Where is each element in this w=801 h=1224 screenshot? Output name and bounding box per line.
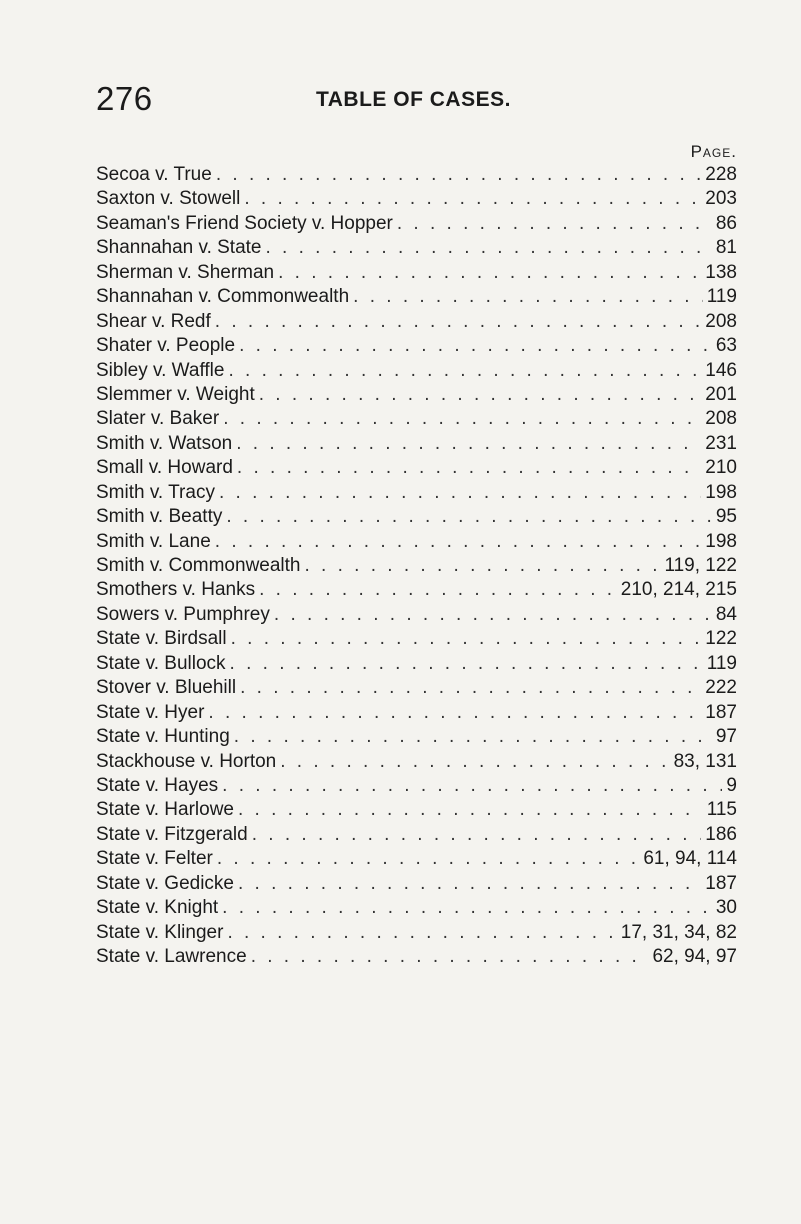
case-pages: 30 <box>715 897 737 919</box>
dot-leader <box>215 311 702 333</box>
dot-leader <box>223 408 701 430</box>
case-name: Shannahan v. Commonwealth <box>96 286 350 308</box>
case-name: Smith v. Tracy <box>96 481 215 503</box>
case-name: Smith v. Commonwealth <box>96 555 301 576</box>
dot-leader <box>274 604 712 626</box>
case-pages: 63 <box>715 335 737 357</box>
case-entry <box>96 726 737 750</box>
case-entry <box>96 360 737 384</box>
case-name: State v. Harlowe <box>96 799 234 821</box>
dot-leader <box>237 457 701 479</box>
case-name: Sibley v. Waffle <box>96 359 225 381</box>
dot-leader <box>397 213 712 235</box>
dot-leader <box>216 164 701 186</box>
case-pages: 81 <box>715 237 737 259</box>
case-entry <box>96 213 737 237</box>
case-entry <box>96 482 737 506</box>
case-entry <box>96 848 737 872</box>
case-name: Smith v. Lane <box>96 530 211 552</box>
dot-leader <box>252 824 702 846</box>
dot-leader <box>215 531 702 553</box>
case-list <box>96 164 737 970</box>
case-name: Sowers v. Pumphrey <box>96 603 270 625</box>
case-name: State v. Klinger <box>96 921 224 943</box>
case-pages: 222 <box>705 677 737 699</box>
case-entry <box>96 506 737 530</box>
dot-leader <box>226 506 712 528</box>
case-name: Seaman's Friend Society v. Hopper <box>96 212 393 234</box>
case-pages: 86 <box>715 212 737 234</box>
case-pages: 84 <box>715 603 737 625</box>
case-pages: 17, 31, 34, 82 <box>620 921 737 943</box>
case-name: Smith v. Watson <box>96 432 233 454</box>
dot-leader <box>259 579 617 601</box>
case-pages: 187 <box>705 701 737 723</box>
case-pages: 186 <box>705 823 737 845</box>
dot-leader <box>353 286 703 308</box>
page-number: 276 <box>96 80 153 117</box>
case-name: State v. Fitzgerald <box>96 823 248 845</box>
case-name: State v. Hyer <box>96 701 205 723</box>
case-entry <box>96 188 737 212</box>
case-name: Stover v. Bluehill <box>96 677 237 699</box>
case-entry <box>96 531 737 555</box>
case-entry <box>96 922 737 946</box>
case-entry <box>96 311 737 335</box>
case-pages: 97 <box>715 726 737 748</box>
dot-leader <box>305 555 661 577</box>
case-name: Smith v. Beatty <box>96 506 223 528</box>
dot-leader <box>230 653 703 675</box>
case-name: Saxton v. Stowell <box>96 188 241 210</box>
case-entry <box>96 335 737 359</box>
case-pages: 231 <box>705 432 737 454</box>
dot-leader <box>244 188 701 210</box>
case-entry <box>96 433 737 457</box>
case-entry <box>96 604 737 628</box>
case-pages: 61, 94, 114 <box>643 848 737 870</box>
case-pages: 210 <box>705 457 737 479</box>
case-name: Slater v. Baker <box>96 408 220 430</box>
case-name: Shear v. Redf <box>96 310 211 332</box>
case-name: State v. Hayes <box>96 774 219 796</box>
case-pages: 228 <box>705 164 737 185</box>
dot-leader <box>280 751 669 773</box>
running-title: TABLE OF CASES. <box>316 88 511 111</box>
case-entry <box>96 824 737 848</box>
case-name: Secoa v. True <box>96 164 212 185</box>
case-pages: 198 <box>705 530 737 552</box>
case-name: State v. Hunting <box>96 726 230 748</box>
case-pages: 201 <box>705 383 737 405</box>
case-name: Smothers v. Hanks <box>96 579 256 601</box>
case-entry <box>96 555 737 579</box>
case-name: Small v. Howard <box>96 457 233 479</box>
dot-leader <box>278 262 701 284</box>
case-entry <box>96 897 737 921</box>
case-pages: 210, 214, 215 <box>620 579 737 601</box>
case-pages: 115 <box>706 799 737 821</box>
case-entry <box>96 775 737 799</box>
case-pages: 119, 122 <box>664 555 737 576</box>
case-entry <box>96 237 737 261</box>
case-entry <box>96 262 737 286</box>
case-name: Slemmer v. Weight <box>96 383 255 405</box>
case-pages: 83, 131 <box>673 750 737 772</box>
case-pages: 146 <box>705 359 737 381</box>
case-entry <box>96 751 737 775</box>
case-entry <box>96 799 737 823</box>
dot-leader <box>240 677 701 699</box>
case-pages: 208 <box>705 310 737 332</box>
case-pages: 62, 94, 97 <box>652 946 737 967</box>
case-name: Shannahan v. State <box>96 237 262 259</box>
dot-leader <box>234 726 712 748</box>
case-entry <box>96 286 737 310</box>
dot-leader <box>231 628 702 650</box>
case-name: Stackhouse v. Horton <box>96 750 277 772</box>
case-pages: 187 <box>705 872 737 894</box>
page-column-heading: Page. <box>690 142 737 161</box>
case-pages: 119 <box>706 652 737 674</box>
page-header <box>96 80 746 120</box>
dot-leader <box>217 848 639 870</box>
case-pages: 95 <box>715 506 737 528</box>
case-entry <box>96 702 737 726</box>
case-pages: 122 <box>705 628 737 650</box>
dot-leader <box>238 799 703 821</box>
case-entry <box>96 628 737 652</box>
case-pages: 198 <box>705 481 737 503</box>
case-name: State v. Gedicke <box>96 872 234 894</box>
case-pages: 203 <box>705 188 737 210</box>
case-pages: 208 <box>705 408 737 430</box>
case-entry <box>96 653 737 677</box>
dot-leader <box>208 702 701 724</box>
case-pages: 119 <box>706 286 737 308</box>
case-name: State v. Felter <box>96 848 213 870</box>
case-name: State v. Birdsall <box>96 628 227 650</box>
dot-leader <box>228 360 701 382</box>
case-entry <box>96 457 737 481</box>
case-entry <box>96 164 737 188</box>
case-entry <box>96 946 737 970</box>
dot-leader <box>222 897 712 919</box>
case-name: Shater v. People <box>96 335 236 357</box>
dot-leader <box>239 335 712 357</box>
dot-leader <box>222 775 722 797</box>
dot-leader <box>259 384 702 406</box>
dot-leader <box>266 237 712 259</box>
dot-leader <box>251 946 649 968</box>
case-pages: 138 <box>705 261 737 283</box>
dot-leader <box>219 482 701 504</box>
case-entry <box>96 384 737 408</box>
case-name: State v. Knight <box>96 897 219 919</box>
case-entry <box>96 579 737 603</box>
case-name: State v. Bullock <box>96 652 226 674</box>
dot-leader <box>236 433 701 455</box>
dot-leader <box>238 873 701 895</box>
case-entry <box>96 677 737 701</box>
case-name: Sherman v. Sherman <box>96 261 275 283</box>
case-entry <box>96 408 737 432</box>
dot-leader <box>227 922 616 944</box>
case-pages: 9 <box>726 774 737 796</box>
case-name: State v. Lawrence <box>96 946 247 967</box>
case-entry <box>96 873 737 897</box>
